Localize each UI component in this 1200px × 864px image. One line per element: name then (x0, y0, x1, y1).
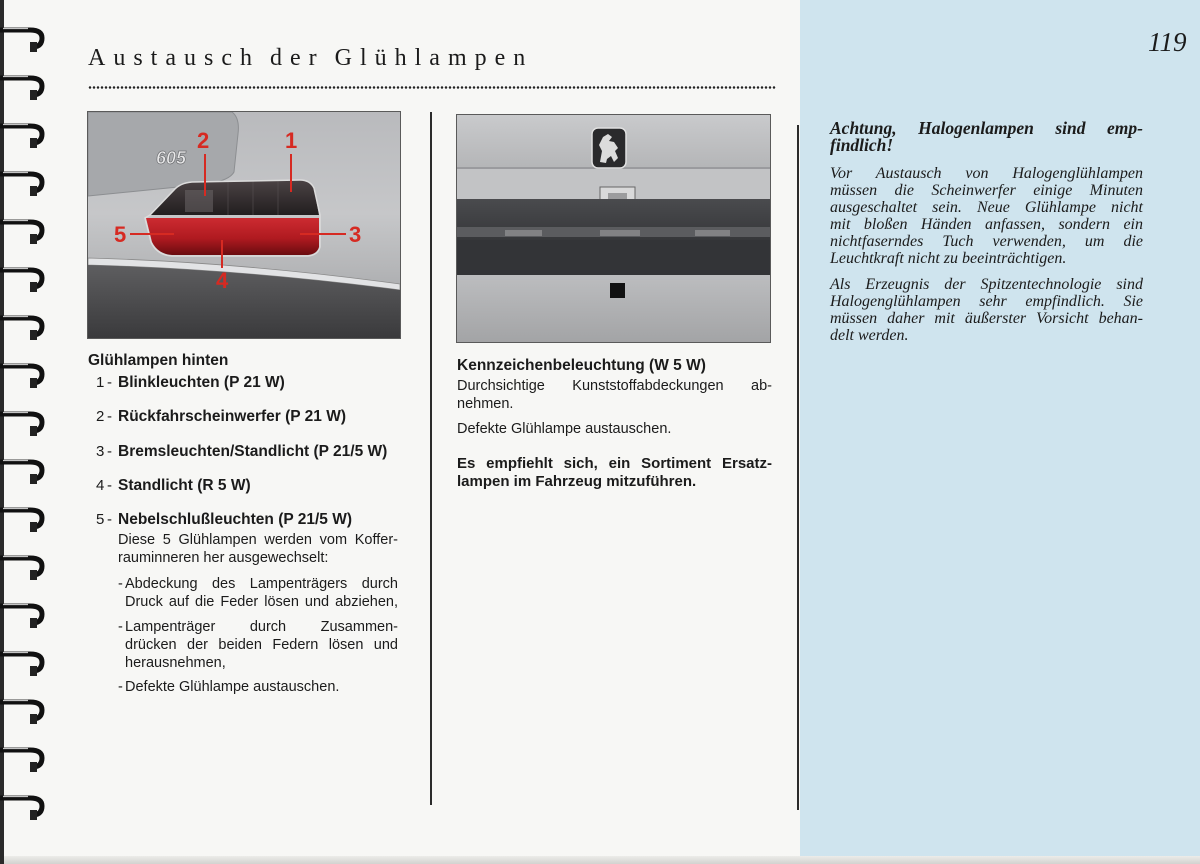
page-number: 119 (1148, 27, 1187, 57)
binding-ring (0, 125, 42, 149)
step-bullet: - (118, 619, 123, 635)
rear-light-photo (88, 112, 400, 338)
text-line: Halogenglühlampen sehr empfindlich. Sie (830, 293, 1143, 310)
column-divider-right (797, 125, 799, 810)
binding-ring (0, 365, 42, 389)
item-label: Nebelschlußleuchten (P 21/5 W) (118, 511, 352, 528)
text-line: müssen die Scheinwerfer einige Minuten (830, 182, 1143, 199)
halogen-warning-text (830, 165, 1143, 267)
step-remove-lamp-holder (118, 618, 398, 672)
item-separator: - (107, 511, 112, 528)
step-replace-bulb (118, 678, 398, 696)
license-plate-lamp-lens (608, 193, 627, 200)
spiral-binding (0, 0, 50, 864)
text-line: rauminneren her ausgewechselt: (118, 550, 329, 566)
text-line: nehmen. (457, 396, 514, 412)
license-light-instructions (457, 377, 772, 413)
text-line: delt werden. (830, 327, 909, 344)
text-line: Defekte Glühlampe austauschen. (125, 679, 340, 695)
step-remove-cover (118, 575, 398, 611)
step-bullet: - (118, 679, 123, 695)
bulb-list-item (96, 374, 406, 408)
text-line: müssen daher mit äußerster Vorsicht behan- (830, 310, 1143, 327)
bulb-list-item (96, 477, 406, 511)
text-line: Achtung, Halogenlampen sind emp- (830, 118, 1143, 138)
item-separator: - (107, 408, 112, 426)
text-line: ausgeschaltet sein. Neue Glühlampe nicht (830, 199, 1143, 216)
item-number: 1 (96, 374, 105, 391)
item-number: 5 (96, 511, 105, 528)
binding-ring (0, 461, 42, 485)
binding-ring (0, 173, 42, 197)
license-light-replace (457, 420, 772, 438)
halogen-handling-text (830, 276, 1143, 344)
bumper-band (457, 240, 770, 275)
bumper-opening (610, 283, 625, 298)
text-line: Diese 5 Glühlampen werden vom Koffer- (118, 532, 398, 548)
binding-ring (0, 653, 42, 677)
title-dotted-rule (88, 86, 776, 89)
callout-label-5: 5 (114, 222, 127, 247)
text-line: Es empfiehlt sich, ein Sortiment Ersatz- (457, 455, 772, 472)
text-line: herausnehmen, (125, 655, 226, 671)
trim-reflections (505, 230, 730, 236)
text-line: mit bloßen Händen anfassen, sondern ein (830, 216, 1143, 233)
text-line: Durchsichtige Kunststoffabdeckungen ab- (457, 378, 772, 394)
text-line: findlich! (830, 135, 894, 155)
binding-ring (0, 701, 42, 725)
license-light-heading: Kennzeichenbeleuchtung (W 5 W) (457, 357, 706, 374)
text-line: nichtfaserndes Tuch verwenden, um die (830, 233, 1143, 250)
binding-ring (0, 749, 42, 773)
item-label: Standlicht (R 5 W) (118, 476, 251, 494)
text-line: Defekte Glühlampe austauschen. (457, 421, 672, 437)
binding-ring (0, 317, 42, 341)
callout-label-2: 2 (197, 128, 210, 153)
item-separator: - (107, 476, 112, 494)
bulb-list (96, 374, 406, 545)
spare-bulbs-note (457, 455, 772, 491)
item-number: 3 (96, 442, 105, 460)
reverse-light-segment (185, 190, 213, 212)
column-divider-left (430, 112, 432, 805)
replacement-intro (118, 531, 398, 567)
callout-label-4: 4 (216, 268, 229, 293)
binding-ring (0, 509, 42, 533)
text-line: Lampenträger durch Zusammen- (125, 619, 398, 635)
item-number: 2 (96, 408, 105, 426)
binding-ring (0, 29, 42, 53)
text-line: Als Erzeugnis der Spitzentechnologie sind (830, 276, 1143, 293)
rear-bulbs-heading: Glühlampen hinten (88, 352, 229, 369)
bulb-list-item (96, 443, 406, 477)
text-line: Leuchtkraft nicht zu beeinträchtigen. (830, 250, 1067, 267)
binding-spine (0, 0, 4, 864)
page-bottom-edge (0, 856, 1200, 864)
callout-label-1: 1 (285, 128, 298, 153)
binding-ring (0, 269, 42, 293)
binding-ring (0, 77, 42, 101)
item-label: Rückfahrscheinwerfer (P 21 W) (118, 408, 346, 426)
binding-ring (0, 413, 42, 437)
bulb-list-item (96, 408, 406, 442)
text-line: Abdeckung des Lampenträgers durch (125, 576, 398, 592)
text-line: Vor Austausch von Halogenglühlampen (830, 165, 1143, 182)
item-number: 4 (96, 476, 105, 494)
binding-ring (0, 557, 42, 581)
text-line: lampen im Fahrzeug mitzuführen. (457, 473, 697, 490)
item-separator: - (107, 374, 112, 391)
license-plate-light-photo (457, 115, 770, 342)
halogen-warning-heading (830, 120, 1143, 154)
text-line: drücken der beiden Federn lösen und (125, 637, 398, 653)
item-separator: - (107, 442, 112, 460)
binding-ring (0, 221, 42, 245)
brand-lion-icon (592, 128, 626, 168)
callout-label-3: 3 (349, 222, 362, 247)
tail-light-red-section (146, 218, 319, 255)
model-badge: 605 (156, 148, 187, 168)
page-title: Austausch der Glühlampen (88, 45, 534, 71)
item-label: Blinkleuchten (P 21 W) (118, 374, 285, 391)
text-line: Druck auf die Feder lösen und abziehen, (125, 594, 398, 610)
item-label: Bremsleuchten/Standlicht (P 21/5 W) (118, 442, 388, 460)
step-bullet: - (118, 576, 123, 592)
binding-ring (0, 797, 42, 821)
binding-ring (0, 605, 42, 629)
